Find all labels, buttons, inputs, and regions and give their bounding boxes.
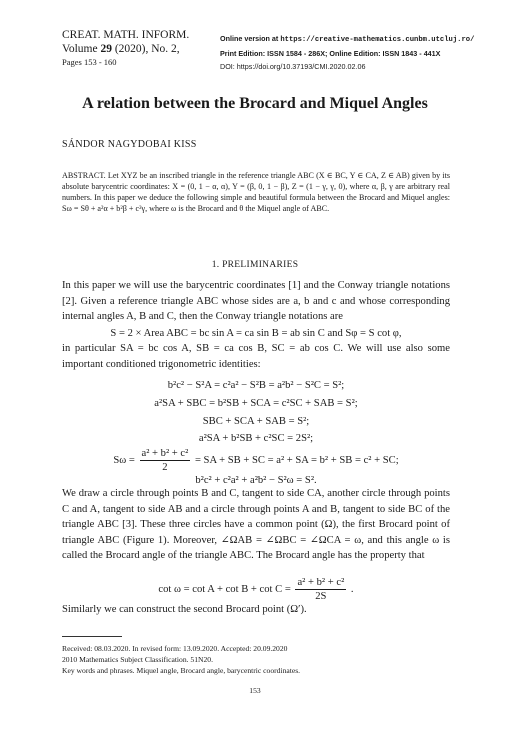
equation-identity-4: a²SA + b²SB + c²SC = 2S²;	[198, 433, 314, 444]
paper-title: A relation between the Brocard and Miquel Angles	[82, 95, 428, 112]
paragraph-identities: in particular SA = bc cos A, SB = ca cos B, SC = ab cos C. We will use also some important conditioned trigonometric identities:	[62, 343, 450, 370]
publication-info	[220, 32, 474, 73]
doi-line[interactable]: DOI: https://doi.org/10.37193/CMI.2020.02.06	[220, 62, 366, 71]
equation-identity-2: a²SA + SBC = b²SB + SCA = c²SC + SAB = S²;	[154, 398, 358, 409]
equation-identity-5: Sω = $\frac{\text{a² + b² + c²}}{2}$ = SA + SB + SC = a² + SA = b² + SB = c² + SC;	[113, 448, 399, 473]
paragraph-brocard: We draw a circle through points B and C, tangent to side CA, another circle through points C and A, tangent to side AB and a circle through points A and B, tangent to side BC of the triangle ABC [3]. These three circles have a common point (Ω), the first Brocard point of triangle ABC (Figure 1). Moreover, ∠ΩAB = ∠ΩBC = ∠ΩCA = ω, and this angle ω is called the Brocard angle of the triangle ABC. The Brocard angle has the property that	[62, 488, 450, 561]
equation-conway-notation: S = 2 × Area ABC = bc sin A = ca sin B = ab sin C and Sφ = S cot φ,	[110, 328, 402, 339]
pages-range: Pages 153 - 160	[62, 57, 117, 67]
received-dates: Received: 08.03.2020. In revised form: 13.09.2020. Accepted: 20.09.2020	[62, 644, 288, 653]
footnotes	[62, 643, 452, 676]
paragraph-intro: In this paper we will use the barycentric coordinates [1] and the Conway triangle notations [2]. Given a reference triangle ABC whose sides are a, b and c and whose corresponding internal angles A, B and C, then the Conway triangle notations are	[62, 280, 450, 322]
equation-identity-3: SBC + SCA + SAB = S²;	[202, 416, 310, 427]
fraction-brocard: $\frac{\text{a² + b² + c²}}{2S}$	[297, 577, 345, 602]
journal-name: CREAT. MATH. INFORM.	[62, 29, 190, 41]
paragraph-second-brocard: Similarly we can construct the second Brocard point (Ω′).	[62, 604, 307, 615]
section-heading-preliminaries: 1. PRELIMINARIES	[211, 260, 299, 270]
volume-number: 29	[100, 43, 112, 55]
equation-identity-1: b²c² − S²A = c²a² − S²B = a²b² − S²C = S²;	[167, 380, 345, 391]
abstract-text: Let XYZ be an inscribed triangle in the reference triangle ABC (X ∈ BC, Y ∈ CA, Z ∈ AB) given by its absolute barycentric coordinates: X = (0, 1 − α, α), Y = (β, 0, 1 − β), Z = (1 − γ, γ, 0), where α, β, γ are arbitrary real numbers. In this paper we deduce the following simple and beautiful formula between the Brocard and Miquel angles: Sω = Sθ + a²α + b²β + c²γ, where ω is the Brocard and θ the Miquel angle of ABC.	[62, 171, 450, 213]
abstract	[62, 170, 450, 214]
equation-brocard-cot: cot ω = cot A + cot B + cot C = $\frac{\text{a² + b² + c²}}{2S}$ .	[158, 577, 354, 602]
footnote-divider	[62, 636, 122, 637]
issn-line: Print Edition: ISSN 1584 - 286X; Online Edition: ISSN 1843 - 441X	[220, 49, 441, 58]
page-number: 153	[249, 686, 261, 695]
keywords: Key words and phrases. Miquel angle, Brocard angle, barycentric coordinates.	[62, 666, 301, 675]
online-url-link[interactable]: https://creative-mathematics.cunbm.utcluj.ro/	[280, 36, 475, 44]
journal-header	[62, 28, 189, 68]
fraction-sum-squares-half: $\frac{\text{a² + b² + c²}}{2}$	[141, 448, 189, 473]
equation-identity-6: b²c² + c²a² + a²b² − S²ω = S².	[195, 475, 317, 486]
volume-line: Volume 29 (2020), No. 2,	[62, 43, 180, 55]
msc-classification: 2010 Mathematics Subject Classification. 51N20.	[62, 655, 214, 664]
online-version: Online version at https://creative-mathematics.cunbm.utcluj.ro/	[220, 34, 475, 44]
author-name: SÁNDOR NAGYDOBAI KISS	[62, 139, 197, 150]
abstract-label: ABSTRACT.	[62, 171, 106, 180]
